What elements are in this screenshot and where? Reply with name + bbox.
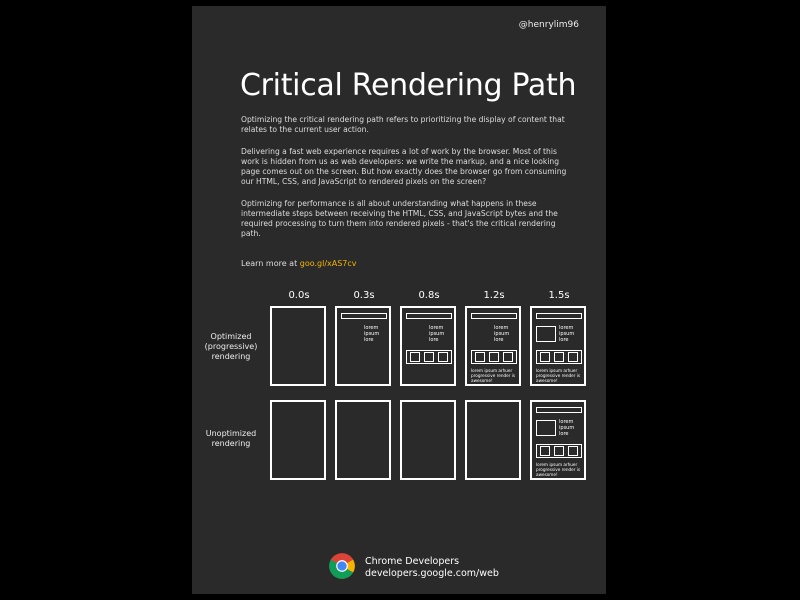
lorem-line-1: lorem (559, 419, 574, 425)
unoptimized-frame-0 (270, 400, 326, 480)
lorem-line-3: lore (559, 337, 569, 343)
poster (192, 6, 606, 594)
lorem-text (559, 419, 574, 437)
author-handle: @henrylim96 (518, 20, 579, 30)
time-label-0: 0.0s (288, 290, 310, 301)
block-row (471, 350, 517, 364)
lorem-line-3: lore (364, 337, 374, 343)
caption-text: lorem ipsum arhuer progressive render is awesome! (536, 368, 581, 383)
description-paragraph: Delivering a fast web experience requires a lot of work by the browser. Most of this work is hidden from us as web developers: we write the markup, and a nice looking page comes out on the screen. But how exactly does the browser go from consuming our HTML, CSS, and JavaScript to rendered pixels on the screen? (241, 147, 567, 186)
optimized-frame-0 (270, 306, 326, 386)
unoptimized-frame-4 (530, 400, 586, 480)
caption-text: lorem ipsum arhuer progressive render is awesome! (536, 462, 581, 477)
unoptimized-frame-3 (465, 400, 521, 480)
time-label-4: 1.5s (548, 290, 570, 301)
image-placeholder (536, 326, 556, 342)
optimized-frame-4 (530, 306, 586, 386)
performance-paragraph: Optimizing for performance is all about understanding what happens in these intermediate steps between receiving the HTML, CSS, and JavaScript bytes and the required processing to turn them into rendered pixels - that's the critical rendering path. (241, 199, 558, 238)
lorem-line-1: lorem (429, 325, 444, 331)
page-title: Critical Rendering Path (240, 68, 577, 103)
lorem-line-2: ipsum (364, 331, 380, 337)
lorem-text (429, 325, 444, 343)
block-row (536, 444, 582, 458)
lorem-text (559, 325, 574, 343)
block-row (536, 350, 582, 364)
footer-brand (365, 556, 499, 580)
lorem-line-2: ipsum (559, 331, 575, 337)
lorem-line-2: ipsum (494, 331, 510, 337)
brand-url[interactable]: developers.google.com/web (365, 568, 499, 579)
row-label-unoptimized: Unoptimized rendering (205, 429, 257, 448)
chrome-logo-icon (328, 552, 356, 580)
header-bar (471, 313, 517, 319)
header-bar (536, 407, 582, 413)
optimized-frame-2 (400, 306, 456, 386)
lorem-text (364, 325, 379, 343)
lorem-line-2: ipsum (429, 331, 445, 337)
lorem-line-1: lorem (559, 325, 574, 331)
image-placeholder (536, 420, 556, 436)
block-row (406, 350, 452, 364)
intro-paragraph: Optimizing the critical rendering path refers to prioritizing the display of content that relates to the current user action. (241, 115, 565, 134)
lorem-line-1: lorem (364, 325, 379, 331)
learn-more-link[interactable]: goo.gl/xAS7cv (299, 259, 357, 268)
row-label-optimized: Optimized (progressive) rendering (204, 332, 258, 361)
lorem-line-2: ipsum (559, 425, 575, 431)
lorem-line-3: lore (559, 431, 569, 437)
header-bar (341, 313, 387, 319)
brand-name: Chrome Developers (365, 556, 460, 567)
caption-text: lorem ipsum arhuer progressive render is awesome! (471, 368, 516, 383)
time-label-3: 1.2s (483, 290, 505, 301)
lorem-text (494, 325, 509, 343)
unoptimized-frame-1 (335, 400, 391, 480)
lorem-line-3: lore (494, 337, 504, 343)
header-bar (536, 313, 582, 319)
learn-more-prefix: Learn more at (241, 259, 300, 268)
learn-more (241, 259, 357, 268)
header-bar (406, 313, 452, 319)
lorem-line-3: lore (429, 337, 439, 343)
optimized-frame-1 (335, 306, 391, 386)
time-label-2: 0.8s (418, 290, 440, 301)
unoptimized-frame-2 (400, 400, 456, 480)
optimized-frame-3 (465, 306, 521, 386)
lorem-line-1: lorem (494, 325, 509, 331)
time-label-1: 0.3s (353, 290, 375, 301)
